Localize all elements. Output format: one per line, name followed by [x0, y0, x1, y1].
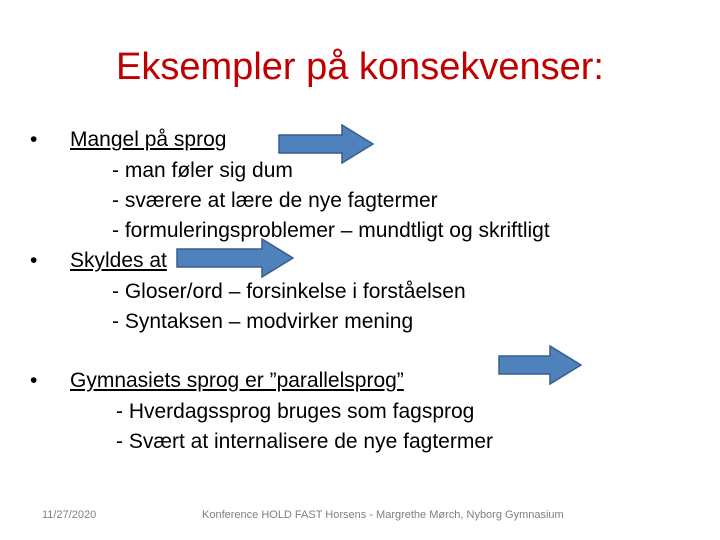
bullet: •	[30, 128, 38, 151]
footer-date: 11/27/2020	[42, 509, 97, 521]
section-heading-3: Gymnasiets sprog er ”parallelsprog”	[70, 369, 404, 392]
arrow-right-icon	[176, 238, 294, 278]
list-item: - Hverdagssprog bruges som fagsprog	[116, 400, 475, 423]
list-item: - Gloser/ord – forsinkelse i forståelsen	[112, 280, 466, 303]
list-item: - formuleringsproblemer – mundtligt og skriftligt	[112, 219, 550, 242]
slide-title: Eksempler på konsekvenser:	[116, 46, 604, 88]
list-item: - Svært at internalisere de nye fagtermer	[116, 430, 493, 453]
bullet: •	[30, 249, 38, 272]
list-item: - sværere at lære de nye fagtermer	[112, 189, 438, 212]
bullet: •	[30, 369, 38, 392]
section-heading-1: Mangel på sprog	[70, 128, 227, 151]
arrow-right-icon	[498, 345, 582, 385]
footer-text: Konference HOLD FAST Horsens - Margrethe Mørch, Nyborg Gymnasium	[202, 509, 564, 521]
list-item: - Syntaksen – modvirker mening	[112, 310, 414, 333]
list-item: - man føler sig dum	[112, 159, 293, 182]
section-heading-2: Skyldes at	[70, 249, 167, 272]
